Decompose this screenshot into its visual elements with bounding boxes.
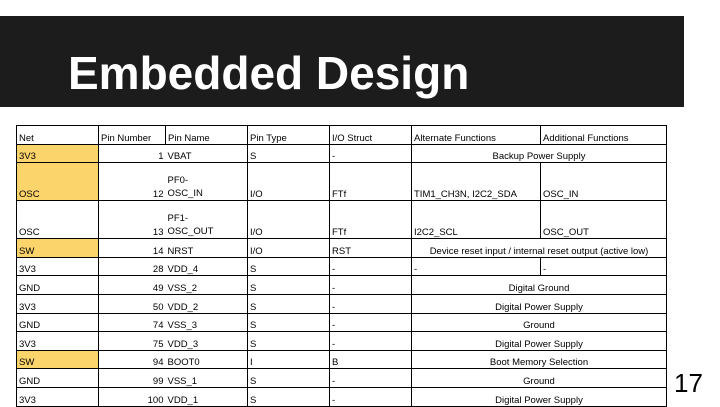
net-cell: SW (17, 350, 99, 369)
header-additional-functions: Additional Functions (541, 126, 667, 145)
additional-functions-cell: - (541, 257, 667, 276)
pin-number-cell: 13 (99, 201, 166, 239)
net-cell: GND (17, 276, 99, 295)
io-struct-cell: RST (330, 239, 412, 258)
pin-name-cell: VDD_1 (166, 387, 248, 406)
header-pin-number: Pin Number (99, 126, 166, 145)
table-row (17, 332, 667, 351)
table-row (17, 239, 667, 258)
pin-type-cell: I/O (248, 201, 330, 239)
pin-type-cell: S (248, 387, 330, 406)
net-cell: 3V3 (17, 144, 99, 163)
table-row (17, 163, 667, 201)
pin-type-cell: I (248, 350, 330, 369)
functions-cell: Ground (412, 369, 667, 388)
pin-name-prefix: PF0- (167, 175, 189, 187)
pin-number-cell: 100 (99, 387, 166, 406)
header-pin-type: Pin Type (248, 126, 330, 145)
table-header-row (17, 126, 667, 145)
pin-number-cell: 49 (99, 276, 166, 295)
header-alternate-functions: Alternate Functions (412, 126, 541, 145)
pin-type-cell: I/O (248, 163, 330, 201)
net-cell: 3V3 (17, 387, 99, 406)
header-net: Net (17, 126, 99, 145)
io-struct-cell: - (330, 257, 412, 276)
pin-name-cell (166, 163, 248, 201)
table-row (17, 201, 667, 239)
pin-name-cell: NRST (166, 239, 248, 258)
io-struct-cell: B (330, 350, 412, 369)
io-struct-cell: - (330, 144, 412, 163)
pin-name-suffix: OSC_IN (167, 188, 203, 200)
pin-name-cell: VSS_3 (166, 313, 248, 332)
page-number: 17 (674, 368, 703, 398)
net-cell: 3V3 (17, 332, 99, 351)
table-row (17, 369, 667, 388)
pin-number-cell: 75 (99, 332, 166, 351)
io-struct-cell: - (330, 294, 412, 313)
table-row (17, 257, 667, 276)
pin-type-cell: S (248, 313, 330, 332)
alternate-functions-cell: I2C2_SCL (412, 201, 541, 239)
pin-name-cell: VBAT (166, 144, 248, 163)
functions-cell: Device reset input / internal reset output (active low) (412, 239, 667, 258)
table-row (17, 387, 667, 406)
functions-cell: Digital Power Supply (412, 332, 667, 351)
net-cell: GND (17, 369, 99, 388)
io-struct-cell: FTf (330, 163, 412, 201)
table-row (17, 313, 667, 332)
pin-number-cell: 28 (99, 257, 166, 276)
pin-name-suffix: OSC_OUT (167, 226, 214, 238)
pin-number-cell: 94 (99, 350, 166, 369)
pin-number-cell: 50 (99, 294, 166, 313)
functions-cell: Digital Power Supply (412, 387, 667, 406)
pin-name-cell: VDD_3 (166, 332, 248, 351)
table-row (17, 294, 667, 313)
pin-name-cell: VSS_1 (166, 369, 248, 388)
table-row (17, 350, 667, 369)
pin-number-cell: 12 (99, 163, 166, 201)
pin-name-prefix: PF1- (167, 213, 189, 225)
functions-cell: Backup Power Supply (412, 144, 667, 163)
pin-name-cell: VSS_2 (166, 276, 248, 295)
alternate-functions-cell: TIM1_CH3N, I2C2_SDA (412, 163, 541, 201)
io-struct-cell: - (330, 313, 412, 332)
table-row (17, 144, 667, 163)
functions-cell: Boot Memory Selection (412, 350, 667, 369)
net-cell: 3V3 (17, 294, 99, 313)
pin-type-cell: S (248, 257, 330, 276)
functions-cell: Ground (412, 313, 667, 332)
io-struct-cell: - (330, 276, 412, 295)
pin-name-cell: BOOT0 (166, 350, 248, 369)
net-cell: OSC (17, 163, 99, 201)
pin-number-cell: 74 (99, 313, 166, 332)
functions-cell: Digital Power Supply (412, 294, 667, 313)
pin-name-cell (166, 201, 248, 239)
pin-name-cell: VDD_2 (166, 294, 248, 313)
pin-type-cell: S (248, 276, 330, 295)
net-cell: GND (17, 313, 99, 332)
pin-name-cell: VDD_4 (166, 257, 248, 276)
header-io-struct: I/O Struct (330, 126, 412, 145)
io-struct-cell: - (330, 387, 412, 406)
alternate-functions-cell: - (412, 257, 541, 276)
io-struct-cell: FTf (330, 201, 412, 239)
io-struct-cell: - (330, 369, 412, 388)
header-pin-name: Pin Name (166, 126, 248, 145)
net-cell: SW (17, 239, 99, 258)
additional-functions-cell: OSC_OUT (541, 201, 667, 239)
pin-type-cell: I/O (248, 239, 330, 258)
pin-type-cell: S (248, 369, 330, 388)
pin-type-cell: S (248, 144, 330, 163)
pin-number-cell: 14 (99, 239, 166, 258)
pin-type-cell: S (248, 332, 330, 351)
pin-number-cell: 1 (99, 144, 166, 163)
slide-title: Embedded Design (68, 47, 470, 99)
functions-cell: Digital Ground (412, 276, 667, 295)
pin-type-cell: S (248, 294, 330, 313)
pin-table (16, 125, 667, 407)
io-struct-cell: - (330, 332, 412, 351)
additional-functions-cell: OSC_IN (541, 163, 667, 201)
net-cell: 3V3 (17, 257, 99, 276)
net-cell: OSC (17, 201, 99, 239)
pin-number-cell: 99 (99, 369, 166, 388)
table-row (17, 276, 667, 295)
